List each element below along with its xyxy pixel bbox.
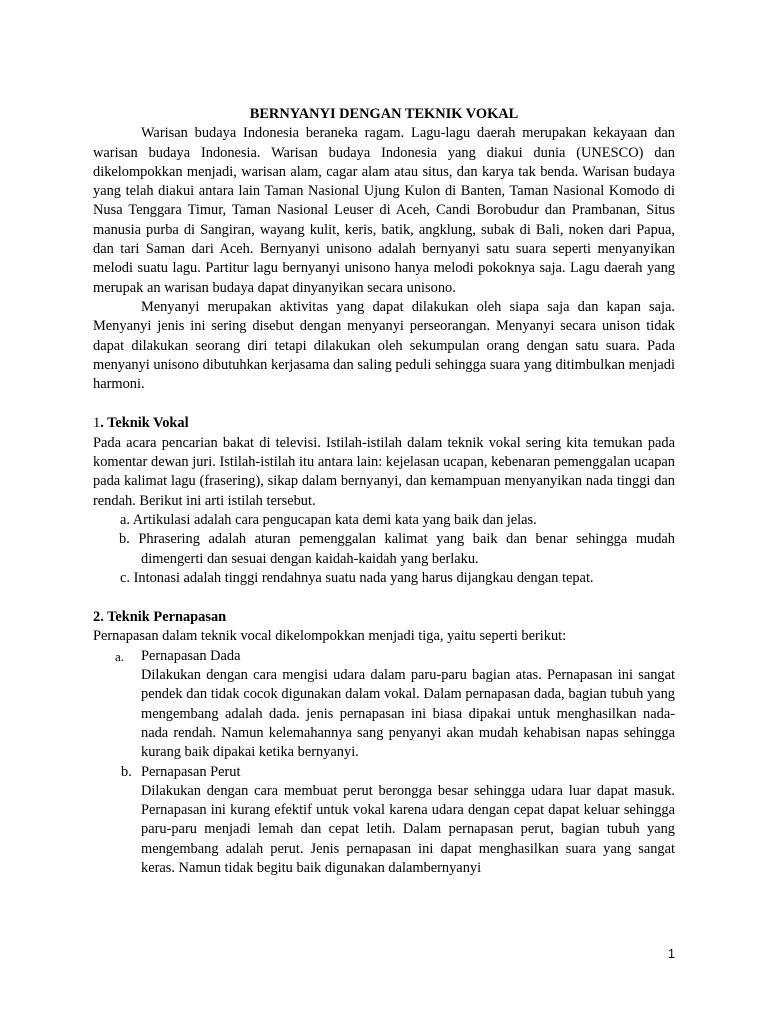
section-2-heading: 2. Teknik Pernapasan (93, 609, 227, 626)
spacer (93, 394, 675, 414)
page-number: 1 (668, 947, 675, 961)
section-1-title: . Teknik Vokal (100, 415, 189, 432)
section-1-list (93, 511, 675, 588)
section-1-number: 1 (93, 415, 101, 432)
sub-item-title: Pernapasan Perut (141, 763, 241, 780)
list-marker: b. (121, 763, 132, 780)
sub-item-body: Dilakukan dengan cara membuat perut berongga besar sehingga udara luar dapat masuk. Pernapasan ini kurang efektif untuk vokal karena udara dengan cepat dapat keluar sehingga paru-paru menjadi lemah dan cepat letih. Dalam pernapasan perut, bagian tubuh yang mengembang adalah perut. Jenis pernapasan ini dapat menghasilkan suara yang sangat keras. Namun tidak begitu baik digunakan dalambernyanyi (141, 782, 675, 876)
list-item: b. Phrasering adalah aturan pemenggalan kalimat yang baik dan benar sehingga mudah dimengerti dan sesuai dengan kaidah-kaidah yang berlaku. (119, 531, 675, 567)
intro-paragraph: Warisan budaya Indonesia beraneka ragam. Lagu-lagu daerah merupakan kekayaan dan warisan budaya Indonesia. Warisan budaya Indonesia yang diakui dunia (UNESCO) dan dikelompokkan menjadi, warisan alam, cagar alam atau situs, dan karya tak benda. Warisan budaya yang telah diakui antara lain Taman Nasional Ujung Kulon di Banten, Taman Nasional Komodo di Nusa Tenggara Timur, Taman Nasional Leuser di Aceh, Candi Borobudur dan Prambanan, Situs manusia purba di Sangiran, wayang kulit, keris, batik, angklung, subak di Bali, noken dari Papua, dan tari Saman dari Aceh. Bernyanyi unisono adalah bernyanyi satu suara seperti menyanyikan melodi suatu lagu. Partitur lagu bernyanyi unisono hanya melodi pokoknya saja. Lagu daerah yang merupak an warisan budaya dapat dinyanyikan secara unisono. (93, 125, 675, 296)
list-item: c. Intonasi adalah tinggi rendahnya suatu nada yang harus dijangkau dengan tepat. (120, 569, 594, 586)
spacer (93, 588, 675, 608)
section-2-paragraph: Pernapasan dalam teknik vocal dikelompokkan menjadi tiga, yaitu seperti berikut: (93, 628, 567, 645)
section-1-heading (93, 414, 675, 433)
sub-item-title: Pernapasan Dada (141, 647, 241, 664)
section-1-paragraph: Pada acara pencarian bakat di televisi. Istilah-istilah dalam teknik vokal sering kita temukan pada komentar dewan juri. Istilah-istilah itu antara lain: kejelasan ucapan, kebenaran pemenggalan ucapan pada kalimat lagu (frasering), sikap dalam bernyanyi, dan kemampuan menyanyikan nada tinggi dan rendah. Berikut ini arti istilah tersebut. (93, 434, 675, 509)
breathing-type-abdomen (93, 763, 675, 879)
list-marker: a. (115, 648, 125, 664)
document-body (93, 105, 675, 878)
intro-paragraph: Menyanyi merupakan aktivitas yang dapat dilakukan oleh siapa saja dan kapan saja. Menyanyi jenis ini sering disebut dengan menyanyi perseorangan. Menyanyi secara unison tidak dapat dilakukan seorang diri tetapi dilakukan oleh sekumpulan orang dengan satu suara. Pada menyanyi unisono dibutuhkan kerjasama dan saling peduli sehingga suara yang ditimbulkan menjadi harmoni. (93, 298, 675, 393)
list-item: a. Artikulasi adalah cara pengucapan kata demi kata yang baik dan jelas. (120, 511, 537, 528)
document-title: BERNYANYI DENGAN TEKNIK VOKAL (249, 106, 519, 122)
breathing-type-chest (93, 647, 675, 763)
sub-item-body: Dilakukan dengan cara mengisi udara dalam paru-paru bagian atas. Pernapasan ini sangat pendek dan tidak cocok digunakan dalam vokal. Dalam pernapasan dada, bagian tubuh yang mengembang adalah dada. jenis pernapasan ini biasa dipakai untuk menghasilkan nada- nada rendah. Namun kelemahannya sang penyanyi akan mudah kehabisan napas sehingga kurang baik dipakai ketika bernyanyi. (141, 667, 675, 761)
